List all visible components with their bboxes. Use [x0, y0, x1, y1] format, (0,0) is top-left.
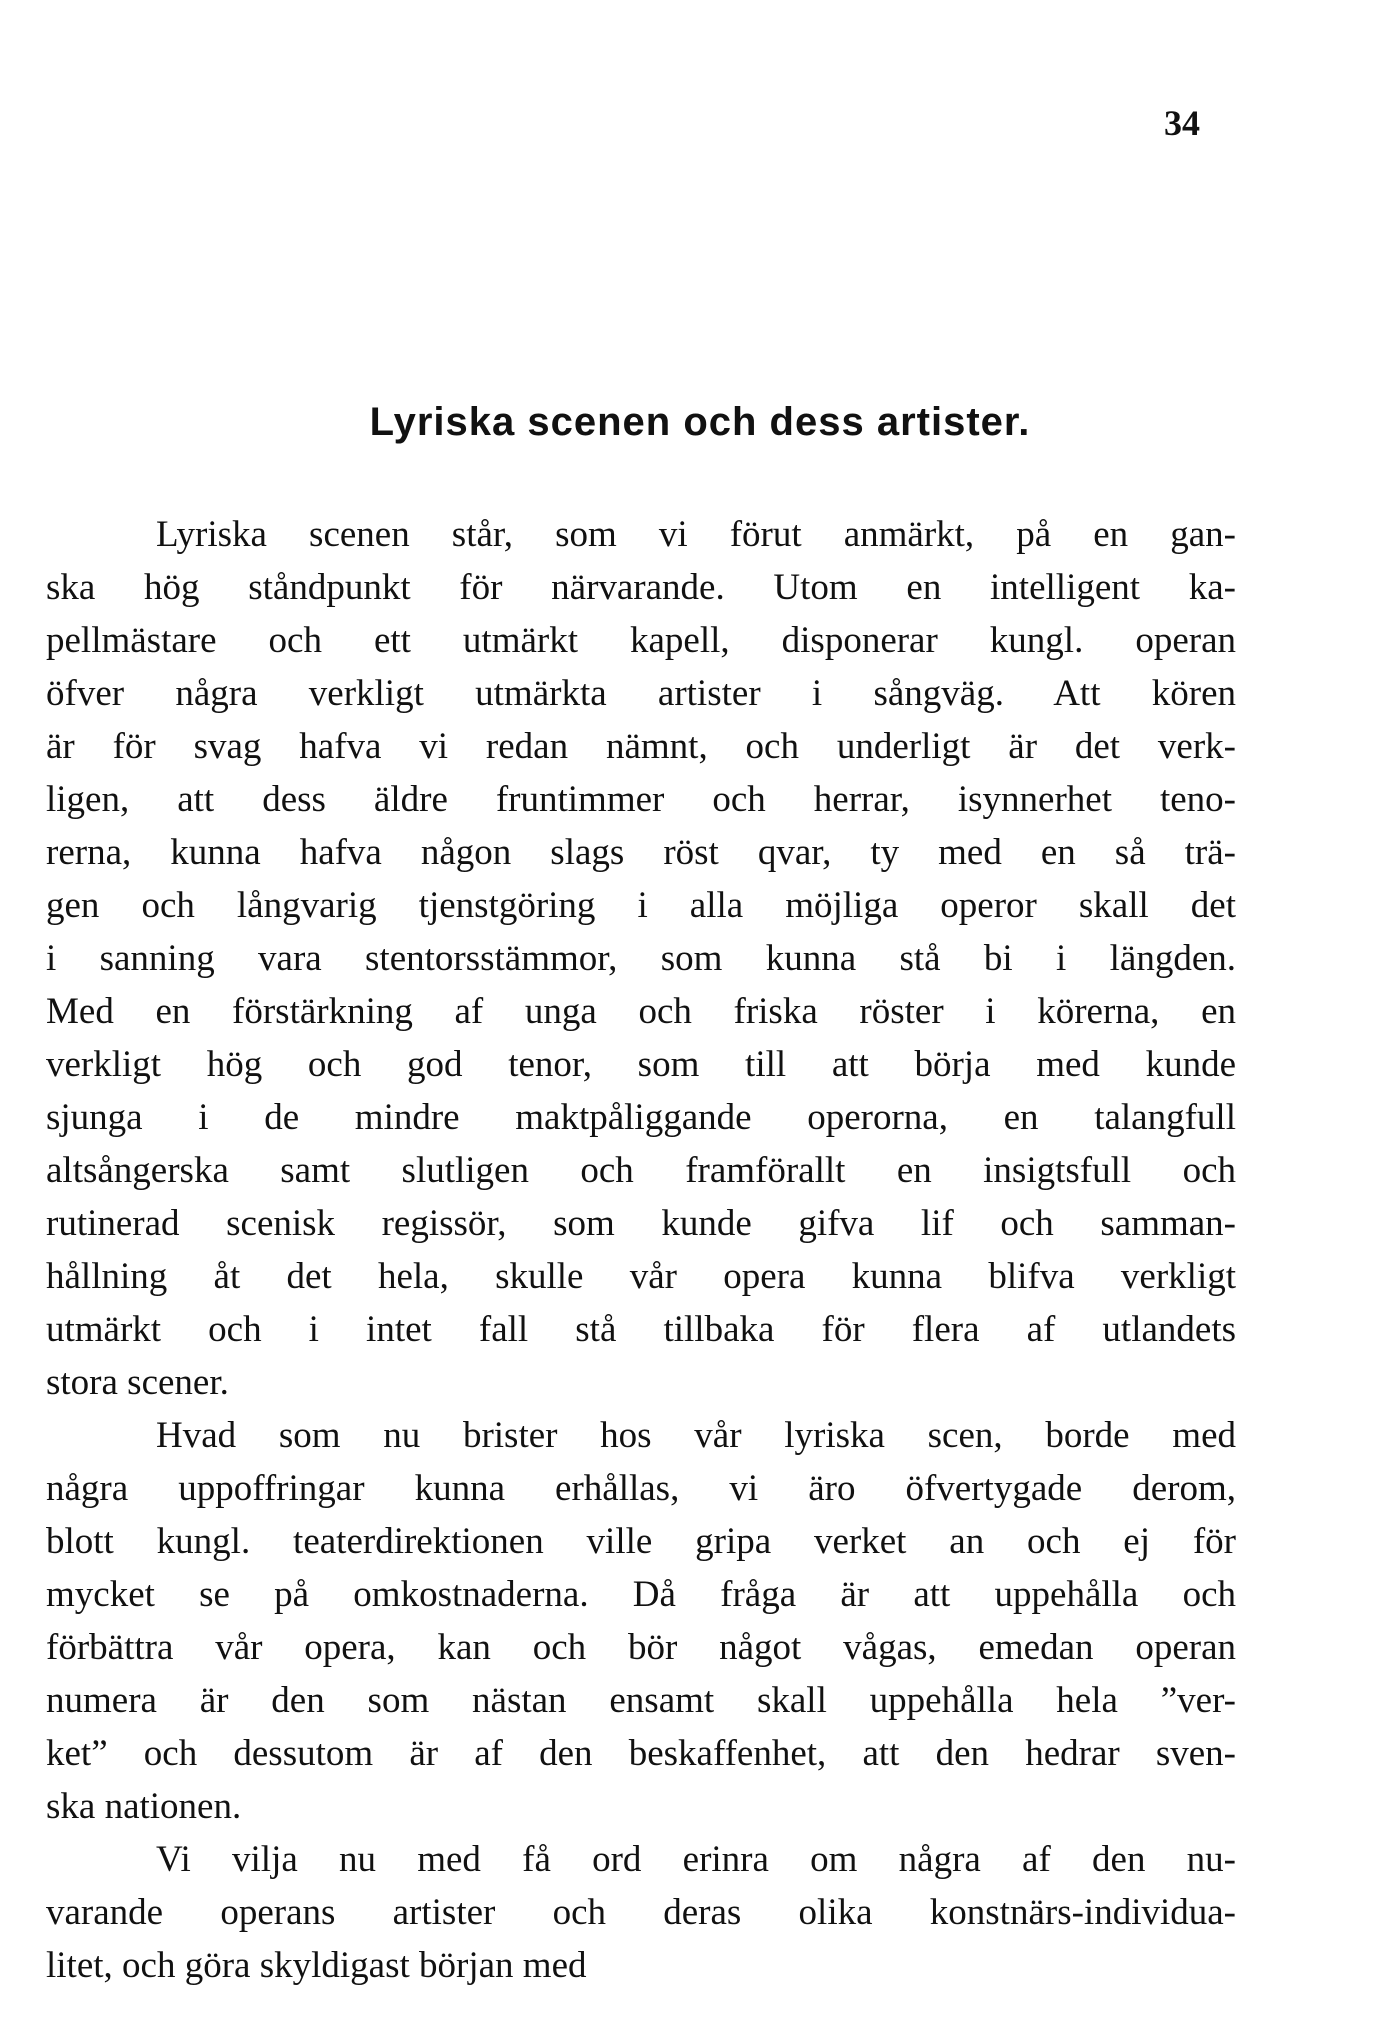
paragraph [46, 1833, 1236, 1992]
text-line: ska hög ståndpunkt för närvarande. Utom en intelligent ka- [46, 567, 1236, 608]
text-line: gen och långvarig tjenstgöring i alla möjliga operor skall det [46, 885, 1236, 926]
text-line: varande operans artister och deras olika konstnärs-individua- [46, 1892, 1236, 1933]
text-line: ligen, att dess äldre fruntimmer och herrar, isynnerhet teno- [46, 779, 1236, 820]
page-number: 34 [1164, 103, 1200, 143]
text-line: altsångerska samt slutligen och framförallt en insigtsfull och [46, 1150, 1236, 1191]
text-line: Med en förstärkning af unga och friska röster i körerna, en [46, 991, 1236, 1032]
text-line: ska nationen. [46, 1786, 242, 1827]
text-line: mycket se på omkostnaderna. Då fråga är att uppehålla och [46, 1574, 1236, 1615]
text-line: stora scener. [46, 1362, 229, 1403]
text-line: verkligt hög och god tenor, som till att börja med kunde [46, 1044, 1236, 1085]
text-line: några uppoffringar kunna erhållas, vi äro öfvertygade derom, [46, 1468, 1236, 1509]
paragraph [46, 508, 1236, 1409]
text-line: rerna, kunna hafva någon slags röst qvar, ty med en så trä- [46, 832, 1236, 873]
text-line: blott kungl. teaterdirektionen ville gripa verket an och ej för [46, 1521, 1236, 1562]
text-line: litet, och göra skyldigast början med [46, 1945, 587, 1986]
text-line: Hvad som nu brister hos vår lyriska scen, borde med [156, 1415, 1236, 1456]
text-line: numera är den som nästan ensamt skall uppehålla hela ”ver- [46, 1680, 1236, 1721]
text-line: öfver några verkligt utmärkta artister i sångväg. Att kören [46, 673, 1236, 714]
text-line: är för svag hafva vi redan nämnt, och underligt är det verk- [46, 726, 1236, 767]
body-text [46, 508, 1236, 1992]
text-line: hållning åt det hela, skulle vår opera kunna blifva verkligt [46, 1256, 1236, 1297]
text-line: i sanning vara stentorsstämmor, som kunna stå bi i längden. [46, 938, 1236, 979]
page-heading: Lyriska scenen och dess artister. [369, 400, 1031, 444]
text-line: förbättra vår opera, kan och bör något vågas, emedan operan [46, 1627, 1236, 1668]
text-line: ket” och dessutom är af den beskaffenhet, att den hedrar sven- [46, 1733, 1236, 1774]
paragraph [46, 1409, 1236, 1833]
text-line: rutinerad scenisk regissör, som kunde gifva lif och samman- [46, 1203, 1236, 1244]
text-line: sjunga i de mindre maktpåliggande operorna, en talangfull [46, 1097, 1236, 1138]
text-line: Vi vilja nu med få ord erinra om några af den nu- [156, 1839, 1236, 1880]
text-line: Lyriska scenen står, som vi förut anmärkt, på en gan- [156, 514, 1236, 555]
text-line: utmärkt och i intet fall stå tillbaka för flera af utlandets [46, 1309, 1236, 1350]
text-line: pellmästare och ett utmärkt kapell, disponerar kungl. operan [46, 620, 1236, 661]
